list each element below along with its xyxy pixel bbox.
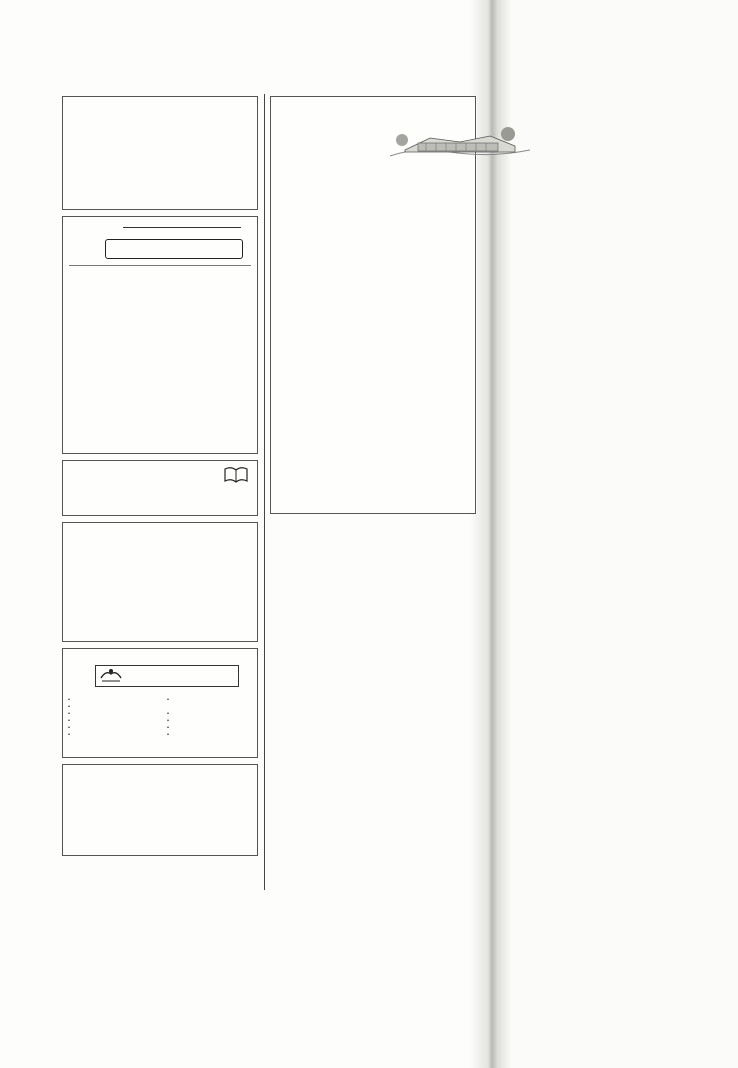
dankbetuiging-ad [62, 96, 258, 210]
de-bruijn-ad [62, 764, 258, 856]
list-item: • [68, 703, 71, 710]
list-item [167, 704, 170, 711]
list-item: • [167, 717, 170, 724]
list-item: • [68, 717, 71, 724]
list-item: • [68, 697, 71, 703]
school-building-illustration [390, 116, 530, 160]
list-item: • [167, 731, 170, 738]
list-item: • [167, 710, 170, 717]
list-item: • [167, 724, 170, 731]
logo-tagline [123, 227, 241, 228]
de-lezer-ad [62, 460, 258, 516]
van-eck-ad [62, 648, 258, 758]
book-scroll-icon [99, 666, 123, 684]
bruidsstal-ad [62, 522, 258, 642]
list-item: • [68, 731, 71, 738]
right-page [505, 0, 738, 1068]
list-item: • [68, 724, 71, 731]
list-item: • [68, 710, 71, 717]
van-horssen-ad [62, 216, 258, 454]
list-item: • [167, 697, 170, 703]
book-icon [223, 465, 249, 483]
